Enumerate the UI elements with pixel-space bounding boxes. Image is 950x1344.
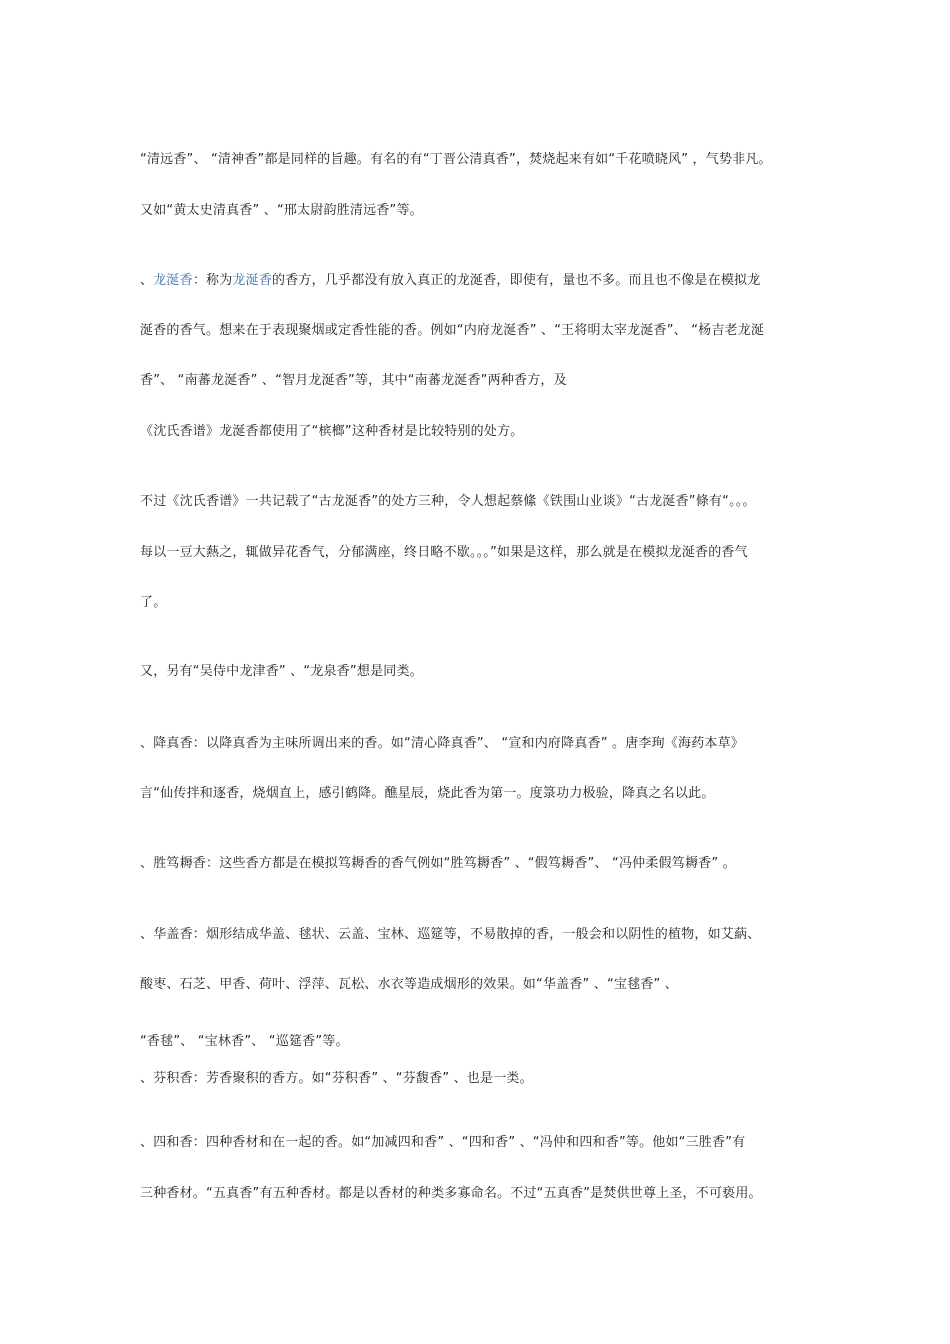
text-segment: 、 xyxy=(140,273,154,288)
text-line: 涎香的香气。想来在于表现聚烟或定香性能的香。例如“内府龙涎香” 、“王将明太宰龙涎香”、 “杨吉老龙涎 xyxy=(140,323,765,338)
text-line: 、四和香：四种香材和在一起的香。如“加减四和香” 、“四和香” 、“冯仲和四和香”等。他如“三胜香”有 xyxy=(140,1135,746,1150)
text-line: 酸枣、石芝、甲香、荷叶、浮萍、瓦松、水衣等造成烟形的效果。如“华盖香” 、“宝毬香” 、 xyxy=(140,977,679,992)
text-line: “清远香”、 “清神香”都是同样的旨趣。有名的有“丁晋公清真香”，焚烧起来有如“千花喷晓风” ，气势非凡。 xyxy=(140,152,772,167)
text-line: 言“仙传拌和逐香，烧烟直上，感引鹤降。醮星辰，烧此香为第一。度箓功力极验，降真之名以此。 xyxy=(140,786,715,801)
text-line: 、华盖香：烟形结成华盖、毬状、云盖、宝林、巡筵等，不易散掉的香，一般会和以阴性的植物，如艾蒳、 xyxy=(140,927,761,942)
text-line: “香毬”、 “宝林香”、 “巡筵香”等。 xyxy=(140,1034,349,1049)
text-line-with-link xyxy=(140,272,830,290)
text-line: 了。 xyxy=(140,595,167,610)
text-line: 又，另有“吴侍中龙津香” 、“龙泉香”想是同类。 xyxy=(140,664,423,679)
text-line: 《沈氏香谱》龙涎香都使用了“槟榔”这种香材是比较特别的处方。 xyxy=(140,424,524,439)
text-line: 又如“黄太史清真香” 、“邢太尉韵胜清远香”等。 xyxy=(140,203,423,218)
text-segment: ：称为 xyxy=(192,273,233,288)
text-line: 香”、 “南蕃龙涎香” 、“智月龙涎香”等，其中“南蕃龙涎香”两种香方，及 xyxy=(140,373,567,388)
text-line: 不过《沈氏香谱》一共记载了“古龙涎香”的处方三种，令人想起蔡絛《铁围山业谈》“古龙涎香”條有“。。。 xyxy=(140,494,756,509)
text-line: 每以一豆大爇之，辄做异花香气，分郁满座，终日略不歇。。。”如果是这样，那么就是在模拟龙涎香的香气 xyxy=(140,545,748,560)
text-line: 、胜笃耨香：这些香方都是在模拟笃耨香的香气例如“胜笃耨香” 、“假笃耨香”、 “冯仲柔假笃耨香” 。 xyxy=(140,856,736,871)
text-line: 三种香材。“五真香”有五种香材。都是以香材的种类多寡命名。不过“五真香”是焚供世尊上圣，不可亵用。 xyxy=(140,1186,762,1201)
text-line: 、降真香：以降真香为主味所调出来的香。如“清心降真香”、 “宣和内府降真香” 。唐李珣《海药本草》 xyxy=(140,736,745,751)
longxian-link[interactable]: 龙涎香 xyxy=(153,273,193,288)
text-segment: 的香方，几乎都没有放入真正的龙涎香，即使有，量也不多。而且也不像是在模拟龙 xyxy=(272,273,761,288)
longxian-link[interactable]: 龙涎香 xyxy=(232,273,273,288)
text-line: 、芬积香：芳香聚积的香方。如“芬积香” 、“芬馥香” 、也是一类。 xyxy=(140,1071,533,1086)
